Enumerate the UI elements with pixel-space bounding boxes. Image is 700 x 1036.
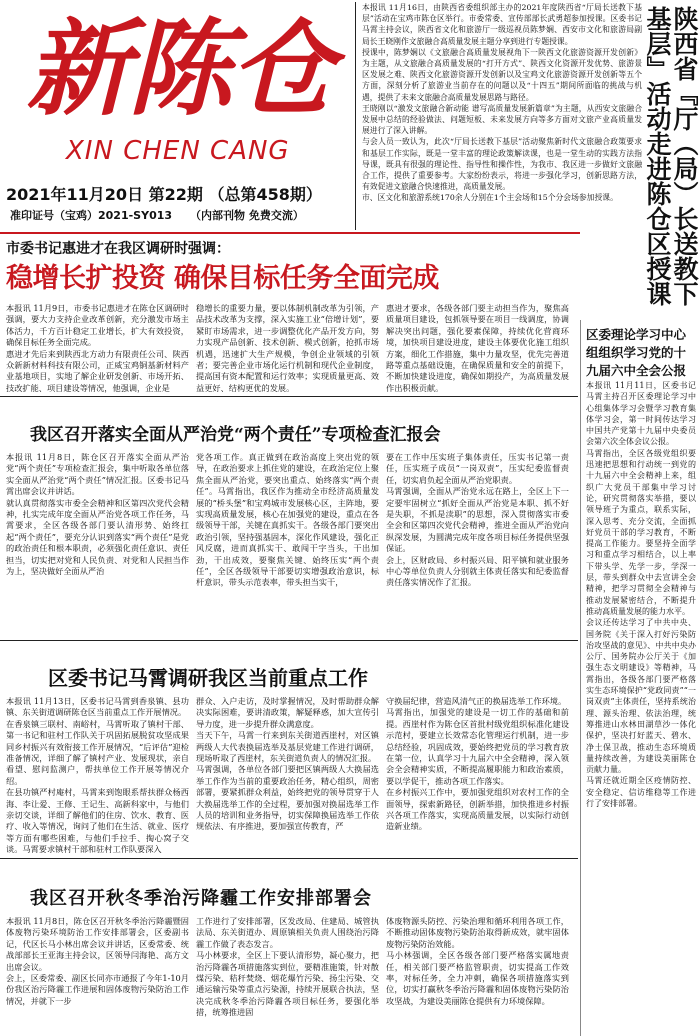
side-body: 本报讯 11月11日，区委书记马霄主持召开区委理论学习中心组集体学习会暨学习教育集体学习会，第一时间传达学习中国共产党第十九届中央委员会第六次全体会议公报。 马霄指出，全区各级党组织要迅速把思想和行动统一到党的十九届六中全会精神上来，组织广大党员干部集中学习讨论，研究贯彻落实举措，要以领导班子为重点，联系实际，深入思考、充分交流，全面抓好党员干部的学习教育，不断提高工作能力。要坚持全面学习和重点学习相结合，以上率下带头学、先学一步，学深一层，带头到群众中去宣讲全会精神，把学习贯彻全会精神与推动发展紧密结合，不断提升推动高质量发展的能力水平。 会议还传达学习了中共中央、国务院《关于深入打好污染防治攻坚战的意见》、中共中央办公厅、国务院办公厅关于《加强生态文明建设》等精神，马霄指出，各级各部门要严格落实生态环境保护“党政同责”“一岗双责”主体责任，坚持系统治理、源头治理、依法治理，统筹推进山水林田湖草沙一体化保护，坚决打好蓝天、碧水、净土保卫战，推动生态环境质量持续改善，为建设美丽陈仓贡献力量。 马霄还就近期全区疫情防控、安全稳定、信访维稳等工作进行了安排部署。: [586, 381, 696, 808]
divider-top: [355, 2, 356, 230]
story3-col-2: 群众、入户走访，及时掌握情况，及时帮助群众解决实际困难，要讲清政策，解疑释惑，加大宣传引导力度，进一步提升群众满意度。 当天下午，马霄一行来到东关街道西崖村，对区镇两级人大代表换届选举及基层党建工作进行调研，现场听取了西崖村，东关街道负责人的情况汇报。 马霄强调，各单位各部门要把区镇两级人大换届选举工作作为当前的重要政治任务，精心组织，周密部署，要紧抓群众利益，始终把党的领导贯穿于人大换届选举工作的全过程，要加强对换届选举工作人员的培训和业务指导，切实保障换届选举工作依规依法、有序推进，要加强宣传教育，严: [196, 696, 379, 832]
story2-headline: 我区召开落实全面从严治党“两个责任”专项检查汇报会: [30, 425, 441, 445]
story2-col-2: 党各项工作。真正做到在政治高度上突出党的领导，在政治要求上抓住党的建设，在政治定位上聚焦全面从严治党，要突出重点、始终落实“两个责任”。马霄指出，我区作为推动全市经济高质量发展的“桥头堡”和宝鸡城市发展核心区，主阵地，要实现高质量发展，核心在加强党的建设，重点在各级领导干部，关键在真抓实干。各级各部门要突出政治引领，坚持强基固本，深化作风建设，强化正风反腐，进而真抓实干、敢闯干字当头，干出加劲，干出成效，要聚焦关键、始终压实“两个责任”，全区各级领导干部要切实增强政治意识，标杆意识，带头示范表率，带头担当实干，: [196, 452, 379, 588]
divider-masthead: [0, 232, 580, 234]
story4-headline: 我区召开秋冬季治污降霾工作安排部署会: [30, 888, 372, 909]
masthead: [0, 0, 345, 232]
story3-col-1: 本报讯 11月13日，区委书记马霄到香泉镇、县功镇、东关街道调研陈仓区当前重点工作开展情况。 在香泉镇三联村、南峪村，马霄听取了镇村干部、第一书记和驻村工作队关于巩固拓展脱贫攻坚成果同乡村振兴有效衔接工作开展情况，“后评估”迎检准备情况，详细了解了镇村产业、发展现状，亲自看望、慰问监测户，帮扶单位工作开展等情况介绍。 在县功镇严村庵村，马霄来到饱眼系帮扶群众杨西海、李让爱、王修、王记生、高新科家中，与他们亲切交谈，详细了解他们的住房、饮水、教育、医疗、收入等情况，询问了他们在生活、就业、医疗等方面有哪些困难，与他们手拉手、掏心窝子交谈。马霄要求镇村干部和驻村工作队要深入: [6, 696, 189, 855]
top-story-headline: 陕西省『厅（局）长送教下基层』活动走进陈仓区授课: [643, 6, 699, 306]
divider-lead: [0, 396, 578, 397]
masthead-logo: 新陈仓: [26, 7, 333, 130]
lead-col-2: 稳增长的重要力量，要以体制机制改革为引领，产品技术改革为支撑，深入实施工业“倍增计划”，要紧盯市场需求，进一步调整优化产品开发方向，努力实现产品创新、技术创新、模式创新，抢抓市场机遇，迅速扩大生产规模，争创企业领域的引领者；要完善企业市场化运行机制和现代企业制度，提高国有资本配置和运行效率；实现质量更高、效益更好、结构更优的发展。: [196, 303, 379, 393]
lead-headline: 稳增长扩投资 确保目标任务全面完成: [6, 263, 439, 294]
lead-kicker: 市委书记惠进才在我区调研时强调：: [6, 241, 230, 257]
lead-col-3: 惠进才要求，各级各部门要主动担当作为，聚焦高质量项目建设，包抓领导要在项目一线调度，协调解决突出问题，强化要素保障，持续优化营商环境，加快项目建设进度，建设主体要优化施工组织方案，细化工作措施，集中力量攻坚，优先完善道路等重点基础设施，在确保质量和安全的前提下，不断加快建设进度，确保如期投产，为高质量发展作出积极贡献。: [386, 303, 569, 393]
masthead-pinyin: XIN CHEN CANG: [66, 136, 290, 166]
top-story-body: 本报讯 11月16日，由陕西省委组织部主办的2021年度陕西省“厅局长送教下基层”活动在宝鸡市陈仓区举行。市委常委、宣传部部长武勇超参加授课。区委书记马霄主持会议，陕西省文化和旅游厅一级巡视员陈梦娴、西安市文化和旅游局副局长王晓刚作文旅融合高质量发展主题分享到进行专题授课。 授课中，陈梦娴以《文旅融合高质量发展视角下一陕西文化旅游资源开发创新》为主题，从文旅融合高质量发展的“打开方式”、陕西文化资源开发优势、旅游景区发展之难、陕西文化旅游资源开发创新以及宝鸡文化旅游资源开发创新等五个方面，深刻分析了旅游业当前存在的问题以及“十四五”期间所面临的挑战与机遇，提供了未来文旅融合高质量发展思路与路径。 王晓刚以“激发文旅融合新动能 谱写高质量发展新篇章”为主题，从西安文旅融合发展中总结的经验做法、问题短板、未来发展方向等多方面对文旅产业高质量发展进行了深入讲解。 与会人员一致认为，此次“厅局长送教下基层”活动聚焦新时代文旅融合政策要求和基层工作实际，既是一堂丰富的理论政策解读课，也是一堂生动的实践方法指导课，既具有很强的理论性、指导性和操作性，为我市、我区进一步做好文旅融合工作，提供了重要参考。大家纷纷表示，将进一步强化学习，创新思路方法，有效促进文旅融合快速推进，高质量发展。 市、区文化和旅游系统170余人分别在1个主会场和15个分会场参加授课。: [362, 3, 642, 203]
story3-col-3: 守换届纪律，营造风清气正的换届选举工作环境。 马霄指出，加强党的建设是一切工作的基础和前提。西崖村作为陈仓区首批村级党组织标准化建设示范村，要建立长效常态化管理运行机制，进一步总结经验，巩固成效，要始终把党员的学习教育放在第一位，认真学习十九届六中全会精神，深入领会全会精神实质，不断提高履职能力和政治素质，要以学促干，推动各项工作落实。 在乡村振兴工作中，要加强党组织对农村工作的全面领导，探索新路径，创新举措，加快推进乡村振兴各项工作落实，实现高质量发展，以实际行动创造新业绩。: [386, 696, 569, 832]
story2-col-1: 本报讯 11月8日，陈仓区召开落实全面从严治党“两个责任”专项检查汇报会，集中听取各单位落实全面从严治党“两个责任”情况汇报。区委书记马霄出席会议并讲话。 就认真贯彻落实市委全会精神和区第四次党代会精神，扎实完成年度全面从严治党各项工作任务，马霄要求，全区各级各部门要认清形势、始终扛起“两个责任”，要充分认识到落实“两个责任”是党的政治责任和根本职责，必须强化责任意识、责任担当，切实把对党和人民负责、对党和人民担当作为上，坚决做好全面从严治: [6, 452, 189, 577]
story2-col-3: 要在工作中压实班子集体责任，压实书记第一责任，压实班子成员“一岗双责”，压实纪委监督责任，切实肩负起全面从严治党职责。 马霄强调，全面从严治党永远在路上，全区上下一定要牢固树立“抓好全面从严治党是本职、抓不好是失职，不抓是渎职”的思想，深入贯彻落实市委全会和区第四次党代会精神，推进全面从严治党向纵深发展，为圆满完成年度各项目标任务提供坚强保证。 会上，区财政局、乡村振兴局、阳平镇和就业服务中心等单位负责人分别就主体责任落实和纪委监督责任落实情况作了汇报。: [386, 452, 569, 588]
divider-story3: [0, 858, 578, 859]
story4-col-3: 体废物源头防控、污染治理和循环利用各项工作，不断推动固体废物污染防治取得新成效，就牢固体废物污染防治效能。 马小林强调，全区各级各部门要严格落实属地责任，相关部门要严格监管职责，切实提高工作效率，对标任务，全力冲刺，确保各项措施落实到位，切实打赢秋冬季治污降霾和固体废物污染防治攻坚战，为建设美丽陈仓提供有力环境保障。: [386, 916, 569, 1006]
masthead-date-issue: 2021年11月20日 第22期 （总第458期）: [6, 185, 322, 204]
lead-col-1: 本报讯 11月9日，市委书记惠进才在陈仓区调研时强调，要大力支持企业改革创新，充分激发市场主体活力，千方百计稳定工业增长，扩大有效投资，确保目标任务全面完成。 惠进才先后来到陕西北方动力有限责任公司、陕西众新新材料科技有限公司，正威宝鸡铜基新材料产业基地项目，实地了解企业研发创新、市场开拓、技改扩能、项目建设等情况，他强调，企业是: [6, 303, 189, 393]
masthead-permit: 准印证号（宝鸡）2021-SY013: [10, 209, 173, 222]
story4-col-2: 工作进行了安排部署，区发改局、住建局、城管执法局、东关街道办、周原镇相关负责人围绕治污降霾工作做了表态发言。 马小林要求，全区上下要认清形势，凝心聚力，把治污降霾各项措施落实到位，要精准施策，针对散煤污染、秸秆焚烧、烟花爆竹污染、扬尘污染、交通运输污染等重点污染源，持续开展联合执法，坚决完成秋冬季治污降霾各项目标任务，要强化举措，统筹推进固: [196, 916, 379, 1018]
story4-col-1: 本报讯 11月8日，陈仓区召开秋冬季治污降霾暨固体废物污染环境防治工作安排部署会，区委副书记，代区长马小林出席会议并讲话，区委常委、统战部部长王亚海主持会议，区领导闫海艳、高方文出席会议。 会上，区委常委、副区长同亦市通报了今年1-10月份我区治污降霾工作进展和固体废物污染防治工作情况，并就下一步: [6, 916, 189, 1006]
divider-story2: [0, 640, 578, 641]
side-headline: 区委理论学习中心组组织学习党的十九届六中全会公报: [586, 327, 687, 378]
masthead-circulation: （内部刊物 免费交流）: [190, 209, 304, 222]
story3-headline: 区委书记马霄调研我区当前重点工作: [48, 666, 368, 690]
divider-side: [580, 320, 581, 1036]
